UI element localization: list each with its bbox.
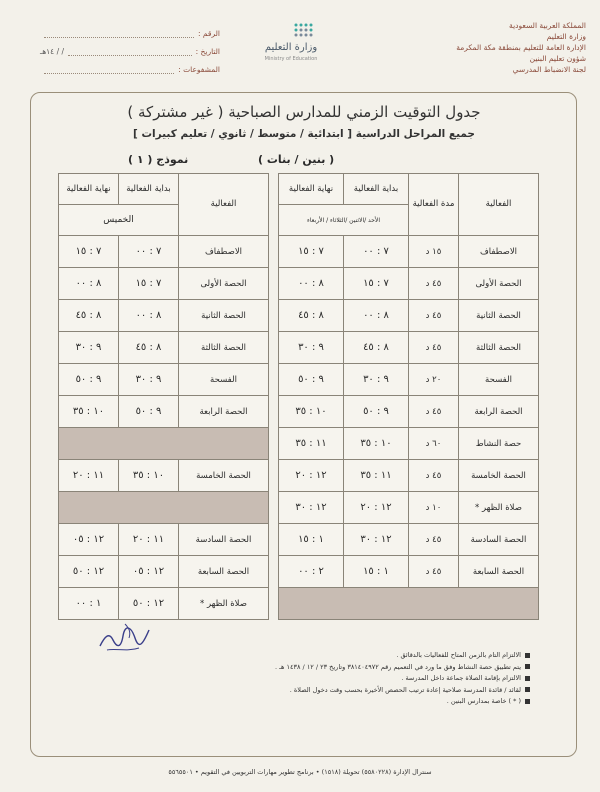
activity-duration: ١٠ د — [409, 492, 459, 524]
table-row — [59, 268, 539, 300]
days-thursday: الخميس — [59, 205, 179, 236]
start-time: ١٢ : ٢٠ — [344, 492, 409, 524]
note-item — [100, 685, 530, 697]
end-time: ٩ : ٥٠ — [279, 364, 344, 396]
thu-start-time: ٩ : ٥٠ — [119, 396, 179, 428]
field-label: المشفوعات : — [178, 64, 220, 74]
field-label: التاريخ : — [195, 46, 220, 56]
thu-start-time: ١٢ : ٠٥ — [119, 556, 179, 588]
start-time: ٩ : ٥٠ — [344, 396, 409, 428]
ministry-logo — [246, 22, 336, 72]
activity-duration: ٤٥ د — [409, 300, 459, 332]
end-time: ١٢ : ٢٠ — [279, 460, 344, 492]
thu-activity-name: الحصة الخامسة — [179, 460, 269, 492]
logo-dots-icon — [292, 22, 316, 42]
header-end-thu: نهاية الفعالية — [59, 174, 119, 205]
days-main: الأحد /الاثنين /الثلاثاء / الأربعاء — [279, 205, 409, 236]
notes-list — [100, 650, 530, 708]
header-duration: مدة الفعالية — [409, 174, 459, 236]
page-footer: سنترال الإدارة (٥٥٨٠٢٢٨) تحويلة (١٥١٨) • برنامج تطوير مهارات التربويين في التقويم • ٥٥٦٥٥٠١ — [168, 768, 432, 776]
thu-start-time: ١١ : ٢٠ — [119, 524, 179, 556]
activity-name: الاصطفاف — [459, 236, 539, 268]
field-line — [44, 29, 194, 38]
bullet-icon — [525, 687, 530, 692]
thu-activity-name: الحصة السادسة — [179, 524, 269, 556]
end-time: ٨ : ٠٠ — [279, 268, 344, 300]
activity-duration: ٦٠ د — [409, 428, 459, 460]
note-text: يتم تطبيق حصة النشاط وفق ما ورد في التعميم رقم ٣٨١٤٠٤٩٧٢ وتاريخ ٢٣ / ١٢ / ١٤٣٨ هـ . — [274, 662, 521, 671]
thu-activity-name: الحصة الأولى — [179, 268, 269, 300]
thu-end-time: ٨ : ٤٥ — [59, 300, 119, 332]
start-time: ٧ : ١٥ — [344, 268, 409, 300]
thu-shaded-cell — [59, 428, 269, 460]
end-time: ٩ : ٣٠ — [279, 332, 344, 364]
thu-activity-name: الحصة السابعة — [179, 556, 269, 588]
thu-end-time: ١٠ : ٣٥ — [59, 396, 119, 428]
table-row — [59, 556, 539, 588]
activity-name: الفسحة — [459, 364, 539, 396]
header-activity-thu: الفعالية — [179, 174, 269, 236]
note-item — [100, 650, 530, 662]
header-end: نهاية الفعالية — [279, 174, 344, 205]
thu-activity-name: الاصطفاف — [179, 236, 269, 268]
end-time: ١١ : ٣٥ — [279, 428, 344, 460]
thu-start-time: ٨ : ٠٠ — [119, 300, 179, 332]
activity-name: صلاة الظهر * — [459, 492, 539, 524]
activity-duration: ٤٥ د — [409, 332, 459, 364]
bullet-icon — [525, 664, 530, 669]
table-row — [59, 332, 539, 364]
end-time: ٨ : ٤٥ — [279, 300, 344, 332]
activity-name: الحصة الثالثة — [459, 332, 539, 364]
header-line: الإدارة العامة للتعليم بمنطقة مكة المكرمة — [456, 43, 586, 52]
bullet-icon — [525, 699, 530, 704]
end-time: ٧ : ١٥ — [279, 236, 344, 268]
table-row — [59, 428, 539, 460]
thu-end-time: ١١ : ٢٠ — [59, 460, 119, 492]
thu-end-time: ٩ : ٥٠ — [59, 364, 119, 396]
field-number — [40, 24, 220, 42]
thu-end-time: ٧ : ١٥ — [59, 236, 119, 268]
thu-end-time: ٩ : ٣٠ — [59, 332, 119, 364]
table-row — [59, 396, 539, 428]
thu-start-time: ١٠ : ٣٥ — [119, 460, 179, 492]
thu-end-time: ٨ : ٠٠ — [59, 268, 119, 300]
table-row — [59, 492, 539, 524]
thu-shaded-cell — [59, 492, 269, 524]
end-time: ١٠ : ٣٥ — [279, 396, 344, 428]
table-row — [59, 588, 539, 620]
start-time: ٩ : ٣٠ — [344, 364, 409, 396]
activity-name: الحصة الأولى — [459, 268, 539, 300]
activity-duration: ٤٥ د — [409, 556, 459, 588]
end-time: ١ : ١٥ — [279, 524, 344, 556]
activity-duration: ١٥ د — [409, 236, 459, 268]
table-row — [59, 364, 539, 396]
start-time: ٨ : ٠٠ — [344, 300, 409, 332]
activity-name: الحصة السابعة — [459, 556, 539, 588]
note-text: الالتزام التام بالزمن المتاح للفعاليات بالدقائق . — [396, 651, 521, 659]
reference-fields — [40, 24, 220, 78]
table-row — [59, 460, 539, 492]
table-row — [59, 524, 539, 556]
thu-activity-name: الفسحة — [179, 364, 269, 396]
model-label: نموذج ( ١ ) — [128, 153, 189, 166]
header-line: وزارة التعليم — [546, 32, 586, 41]
field-value: / / ١٤هـ — [40, 46, 65, 56]
thu-start-time: ٧ : ٠٠ — [119, 236, 179, 268]
thu-start-time: ٧ : ١٥ — [119, 268, 179, 300]
table-header-row — [59, 174, 539, 205]
note-text: لقائد / قائدة المدرسة صلاحية إعادة ترتيب الحصص الأخيرة بحسب وقت دخول الصلاة . — [289, 685, 521, 694]
logo-subtext: Ministry of Education — [264, 56, 318, 62]
thu-start-time: ٨ : ٤٥ — [119, 332, 179, 364]
thu-activity-name: صلاة الظهر * — [179, 588, 269, 620]
thu-start-time: ١٢ : ٥٠ — [119, 588, 179, 620]
thu-end-time: ١٢ : ٥٠ — [59, 556, 119, 588]
table-row — [59, 300, 539, 332]
start-time: ١٠ : ٣٥ — [344, 428, 409, 460]
end-time: ٢ : ٠٠ — [279, 556, 344, 588]
start-time: ١٢ : ٣٠ — [344, 524, 409, 556]
activity-name: الحصة الثانية — [459, 300, 539, 332]
activity-duration: ٤٥ د — [409, 460, 459, 492]
gender-label: ( بنين / بنات ) — [258, 153, 335, 166]
activity-duration: ٤٥ د — [409, 396, 459, 428]
field-line — [68, 47, 192, 56]
note-item — [100, 662, 530, 674]
activity-name: حصة النشاط — [459, 428, 539, 460]
note-text: الالتزام بإقامة الصلاة جماعة داخل المدرسة . — [401, 674, 521, 682]
thu-activity-name: الحصة الثانية — [179, 300, 269, 332]
main-shaded-cell — [279, 588, 539, 620]
field-line — [44, 65, 174, 74]
header-start-thu: بداية الفعالية — [119, 174, 179, 205]
column-gap — [269, 174, 279, 620]
header-activity: الفعالية — [459, 174, 539, 236]
activity-name: الحصة الرابعة — [459, 396, 539, 428]
bullet-icon — [525, 676, 530, 681]
schedule-table — [58, 173, 539, 620]
header-start: بداية الفعالية — [344, 174, 409, 205]
thu-end-time: ١٢ : ٠٥ — [59, 524, 119, 556]
header-line: لجنة الانضباط المدرسي — [512, 65, 586, 74]
activity-name: الحصة الخامسة — [459, 460, 539, 492]
ministry-header — [396, 20, 586, 75]
activity-duration: ٤٥ د — [409, 524, 459, 556]
header-line: المملكة العربية السعودية — [509, 21, 586, 30]
start-time: ١١ : ٣٥ — [344, 460, 409, 492]
start-time: ٧ : ٠٠ — [344, 236, 409, 268]
thu-end-time: ١ : ٠٠ — [59, 588, 119, 620]
thu-activity-name: الحصة الرابعة — [179, 396, 269, 428]
end-time: ١٢ : ٣٠ — [279, 492, 344, 524]
start-time: ٨ : ٤٥ — [344, 332, 409, 364]
field-label: الرقم : — [198, 28, 220, 38]
bullet-icon — [525, 653, 530, 658]
note-text: ( * ) خاصة بمدارس البنين . — [446, 697, 521, 705]
logo-text: وزارة التعليم — [264, 42, 318, 53]
thu-activity-name: الحصة الثالثة — [179, 332, 269, 364]
header-line: شؤون تعليم البنين — [529, 54, 586, 63]
document-subtitle: جميع المراحل الدراسية [ ابتدائية / متوسط / ثانوي / تعليم كبيرات ] — [132, 128, 475, 140]
document-title: جدول التوقيت الزمني للمدارس الصباحية ( غير مشتركة ) — [127, 103, 481, 121]
activity-name: الحصة السادسة — [459, 524, 539, 556]
thu-start-time: ٩ : ٣٠ — [119, 364, 179, 396]
table-row — [59, 236, 539, 268]
field-date — [40, 42, 220, 60]
activity-duration: ٤٥ د — [409, 268, 459, 300]
field-attachments — [40, 60, 220, 78]
note-item — [100, 696, 530, 708]
activity-duration: ٢٠ د — [409, 364, 459, 396]
start-time: ١ : ١٥ — [344, 556, 409, 588]
note-item — [100, 673, 530, 685]
